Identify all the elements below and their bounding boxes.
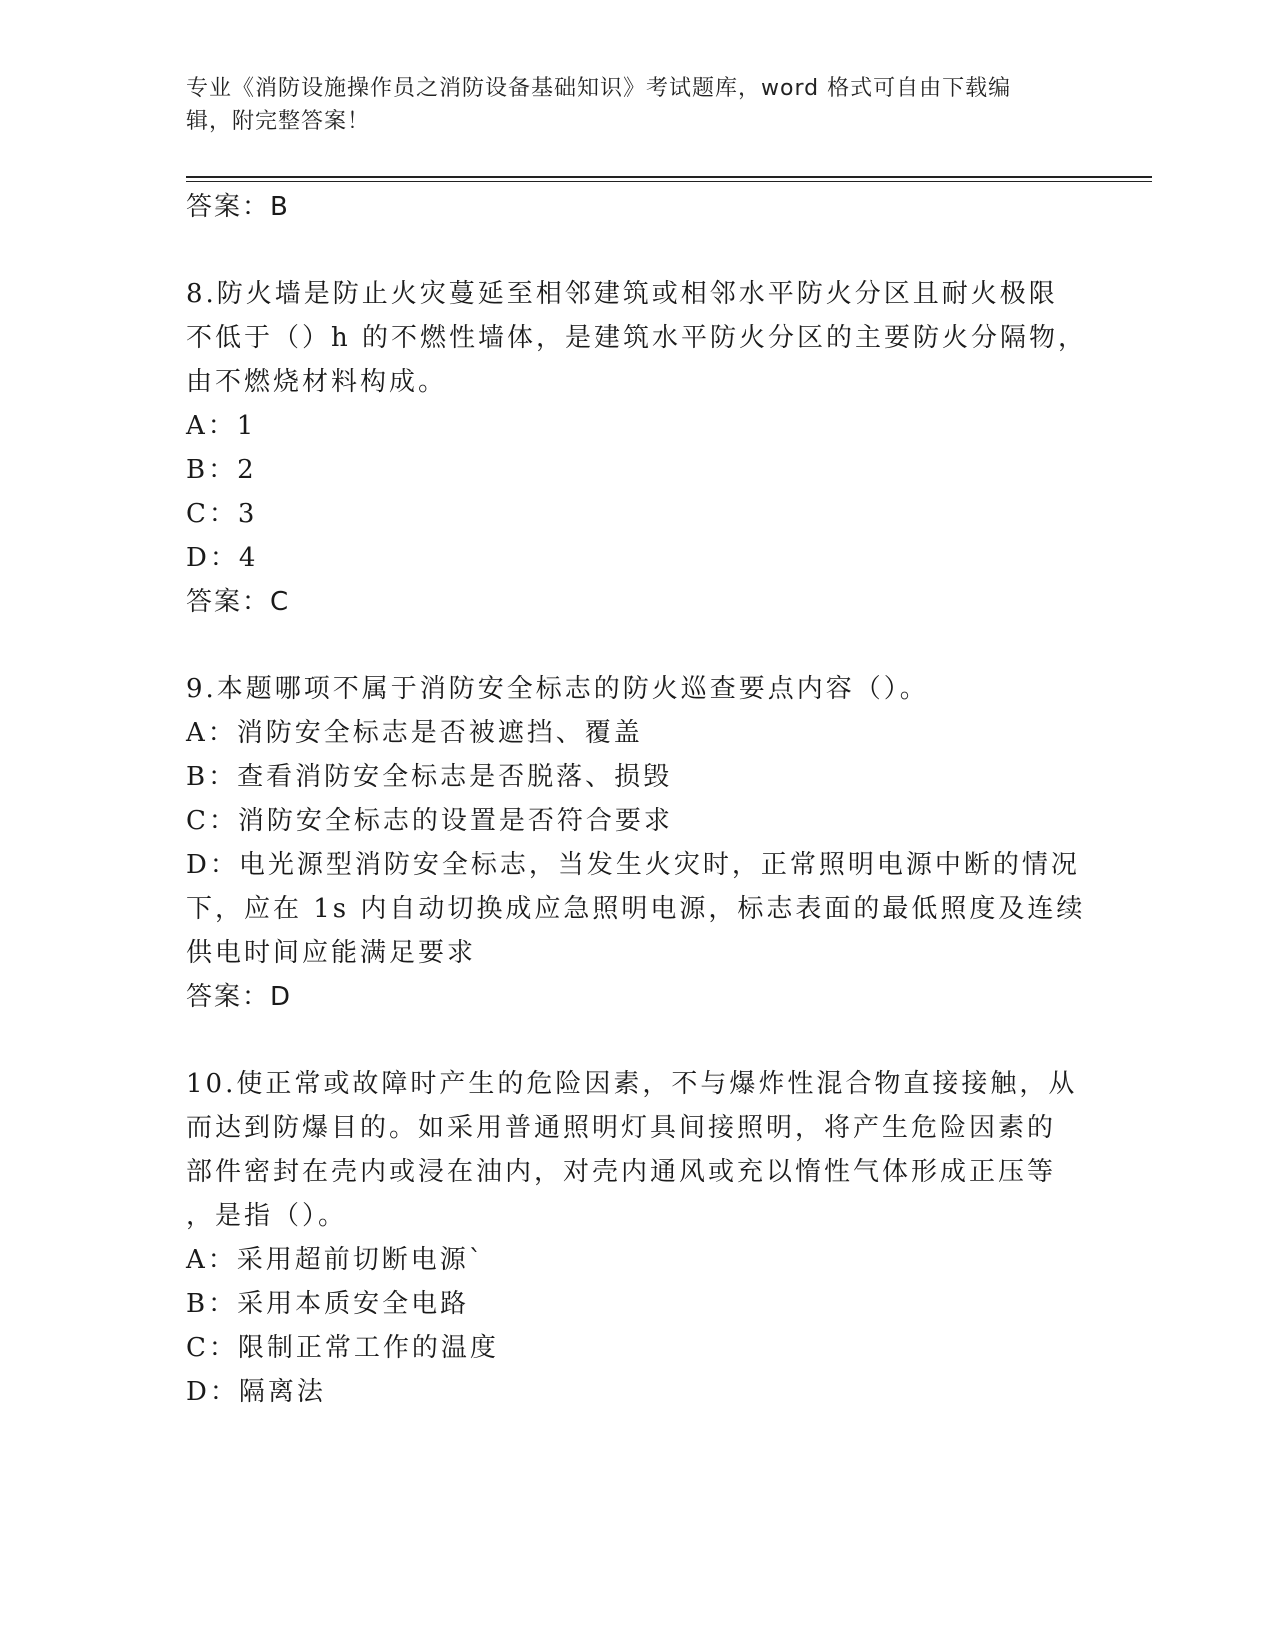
option-d: D：电光源型消防安全标志，当发生火灾时，正常照明电源中断的情况 [186,850,1080,880]
header-divider [186,176,1152,178]
question-stem-line: 8.防火墙是防止火灾蔓延至相邻建筑或相邻水平防火分区且耐火极限 [186,279,1058,309]
question-stem-line: 由不燃烧材料构成。 [186,367,448,397]
option-d: D：4 [186,543,259,573]
option-c: C：消防安全标志的设置是否符合要求 [186,806,673,836]
answer-label: 答案：C [186,587,291,617]
document-header [186,72,1066,138]
option-c: C：限制正常工作的温度 [186,1333,499,1363]
question-stem-line: 部件密封在壳内或浸在油内，对壳内通风或充以惰性气体形成正压等 [186,1157,1057,1187]
option-d-continued: 下，应在 1s 内自动切换成应急照明电源，标志表面的最低照度及连续 [186,894,1086,924]
answer-label: 答案：B [186,192,290,222]
option-b: B：采用本质安全电路 [186,1289,470,1319]
option-d: D：隔离法 [186,1377,326,1407]
option-d-continued: 供电时间应能满足要求 [186,938,477,968]
question-stem-line: 不低于（）h 的不燃性墙体，是建筑水平防火分区的主要防火分隔物， [186,323,1088,353]
question-stem-line: 而达到防爆目的。如采用普通照明灯具间接照明，将产生危险因素的 [186,1113,1057,1143]
header-line: 专业《消防设施操作员之消防设备基础知识》考试题库，word 格式可自由下载编 [186,76,1012,101]
header-line: 辑，附完整答案！ [186,109,371,134]
question-stem-line: 10.使正常或故障时产生的危险因素，不与爆炸性混合物直接接触，从 [186,1069,1078,1099]
question-stem-line: 9.本题哪项不属于消防安全标志的防火巡查要点内容（）。 [186,674,929,704]
question-stem-line: ，是指（）。 [186,1201,348,1231]
option-a: A：采用超前切断电源` [186,1245,485,1275]
answer-label: 答案：D [186,982,293,1012]
header-divider-thin [186,181,1152,182]
option-b: B：2 [186,455,257,485]
option-a: A：1 [186,411,257,441]
option-a: A：消防安全标志是否被遮挡、覆盖 [186,718,643,748]
option-c: C：3 [186,499,258,529]
option-b: B：查看消防安全标志是否脱落、损毁 [186,762,673,792]
